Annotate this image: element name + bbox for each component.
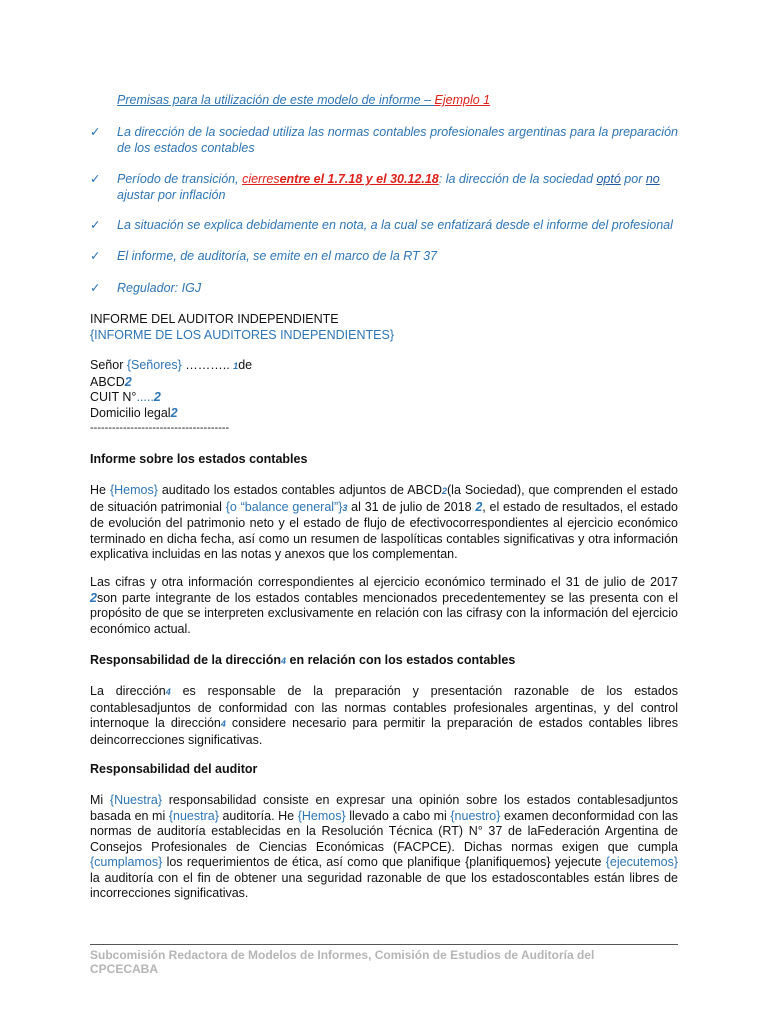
check-icon: ✓ [90, 218, 101, 232]
paragraph-estados-1: He {Hemos} auditado los estados contables adjuntos de ABCD2(la Sociedad), que comprenden el estado de situación patrimonial {o “balance general”}3 al 31 de julio de 2018 2, el estado de resultados, el estado de evolución del patrimonio neto y el estado de flujo de efectivocorrespondientes al ejercicio económico terminado en dicha fecha, así como un resumen de laspolíticas contables significativas y otra información explicativa incluidas en las notas y anexos que los complementan. [90, 483, 679, 561]
check-icon: ✓ [90, 249, 101, 263]
company-line: ABCD2 [90, 374, 132, 389]
section-heading-auditor: Responsabilidad del auditor [90, 762, 258, 776]
premise-text: Regulador: IGJ [117, 281, 202, 295]
section-heading-direccion: Responsabilidad de la dirección4 en relación con los estados contables [90, 653, 516, 667]
report-title-line: INFORME DEL AUDITOR INDEPENDIENTE [90, 312, 339, 326]
footer-comision: , Comisión de Estudios de Auditoría del [368, 948, 595, 962]
section-heading-estados: Informe sobre los estados contables [90, 452, 308, 466]
paragraph-direccion: La dirección4 es responsable de la preparación y presentación razonable de los estados contablesadjuntos de conformidad con las normas contables profesionales argentinas, y del control internoque la dirección4 considere necesario para permitir la preparación de estados contables libres deincorrecciones significativas. [90, 684, 679, 747]
premise-bullet-5 [90, 280, 678, 296]
addressee-block [90, 358, 678, 437]
separator-dashes: -------------------------------------- [90, 422, 230, 434]
premise-bullet-2 [90, 171, 678, 203]
domicilio-line: Domicilio legal2 [90, 405, 178, 420]
premise-bullet-4 [90, 248, 678, 264]
cuit-line: CUIT N°.....2 [90, 390, 161, 404]
premise-bullet-1 [90, 124, 678, 156]
footer-divider [90, 944, 678, 945]
footer-subcomision: Subcomisión Redactora de Modelos de Informes [90, 948, 369, 962]
premisas-title [117, 93, 490, 107]
footer-org: CPCECABA [90, 962, 159, 976]
page-footer [90, 948, 678, 976]
report-title [90, 311, 678, 343]
premise-bullet-3 [90, 217, 678, 233]
paragraph-estados-2: Las cifras y otra información correspondientes al ejercicio económico terminado el 31 de julio de 2017 2son parte integrante de los estados contables mencionados precedentementey se las presenta con el propósito de que se interpreten exclusivamente en relación con las cifrasy con la información del ejercicio económico actual. [90, 575, 678, 636]
report-title-alt: {INFORME DE LOS AUDITORES INDEPENDIENTES} [90, 328, 395, 342]
premisas-example-label: Ejemplo 1 [434, 93, 491, 107]
premise-text: Período de transición, cierresentre el 1.7.18 y el 30.12.18: la dirección de la sociedad optó por no ajustar por inflación [117, 172, 660, 202]
premisas-title-text: Premisas para la utilización de este modelo de informe – [117, 93, 435, 107]
check-icon: ✓ [90, 281, 101, 295]
check-icon: ✓ [90, 125, 101, 139]
premise-text: La situación se explica debidamente en nota, a la cual se enfatizará desde el informe del profesional [117, 218, 673, 232]
premise-text: El informe, de auditoría, se emite en el marco de la RT 37 [117, 249, 438, 263]
paragraph-auditor: Mi {Nuestra} responsabilidad consiste en expresar una opinión sobre los estados contablesadjuntos basada en mi {nuestra} auditoría. He {Hemos} llevado a cabo mi {nuestro} examen deconformidad con las normas de auditoría establecidas en la Resolución Técnica (RT) N° 37 de laFederación Argentina de Consejos Profesionales de Ciencias Económicas (FACPCE). Dichas normas exigen que cumpla {cumplamos} los requerimientos de ética, así como que planifique {planifiquemos} yejecute {ejecutemos} la auditoría con el fin de obtener una seguridad razonable de que los estadoscontables están libres de incorrecciones significativas. [90, 793, 678, 900]
premise-text: La dirección de la sociedad utiliza las normas contables profesionales argentinas para la preparación de los estados contables [117, 125, 678, 155]
check-icon: ✓ [90, 172, 101, 186]
addressee-line: Señor {Señores} ……….. 1de [90, 358, 253, 372]
